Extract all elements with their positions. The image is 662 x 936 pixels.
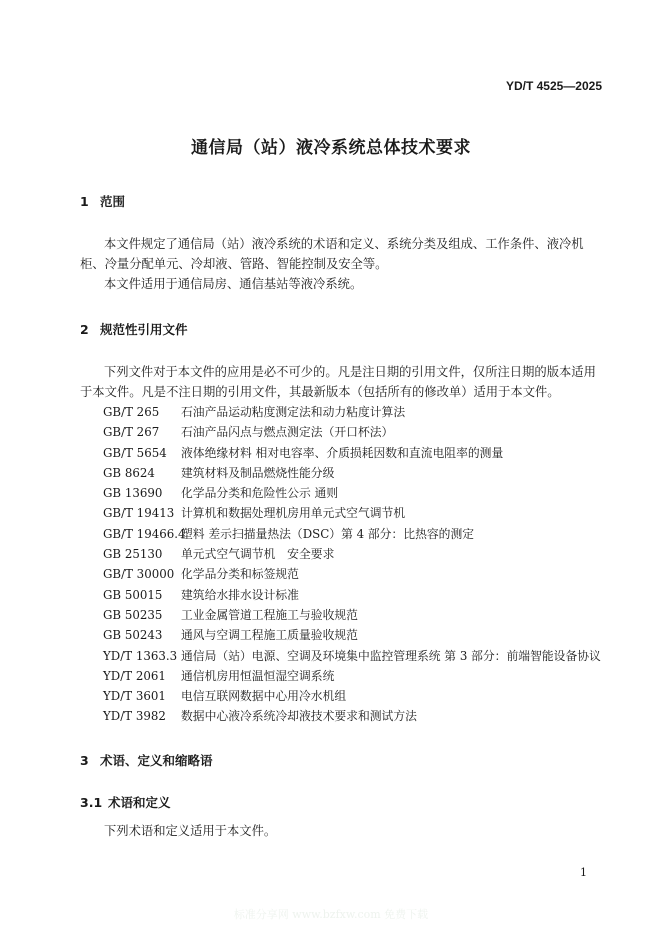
- section-number: 3.1: [80, 795, 103, 810]
- reference-title: 计算机和数据处理机房用单元式空气调节机: [181, 506, 406, 521]
- reference-title: 单元式空气调节机 安全要求: [181, 547, 335, 562]
- page-number: 1: [580, 866, 587, 879]
- section-number: 3: [80, 753, 89, 768]
- section-2-intro: [80, 362, 602, 402]
- section-1-body: [80, 234, 602, 294]
- reference-title: 工业金属管道工程施工与验收规范: [181, 607, 358, 622]
- reference-title: 化学品分类和标签规范: [181, 567, 299, 582]
- reference-item: [103, 483, 601, 503]
- reference-item: [103, 524, 601, 544]
- reference-title: 塑料 差示扫描量热法（DSC）第 4 部分：比热容的测定: [181, 526, 475, 541]
- reference-title: 石油产品闪点与燃点测定法（开口杯法）: [181, 425, 394, 440]
- reference-code: GB/T 19466.4: [103, 526, 186, 541]
- reference-title: 数据中心液冷系统冷却液技术要求和测试方法: [181, 709, 417, 724]
- section-1-heading: [80, 192, 125, 210]
- reference-code: GB 50235: [103, 607, 163, 622]
- reference-item: [103, 625, 601, 645]
- reference-item: [103, 544, 601, 564]
- paragraph: 下列术语和定义适用于本文件。: [104, 824, 277, 838]
- reference-item: [103, 666, 601, 686]
- reference-code: GB 25130: [103, 547, 163, 562]
- reference-item: [103, 463, 601, 483]
- standard-code: YD/T 4525—2025: [505, 79, 602, 93]
- document-title: 通信局（站）液冷系统总体技术要求: [191, 138, 471, 158]
- watermark: 标准分享网 www.bzfxw.com 免费下载: [233, 908, 429, 921]
- reference-item: [103, 402, 601, 422]
- paragraph: 下列文件对于本文件的应用是必不可少的。凡是注日期的引用文件，仅所注日期的版本适用于本文件。凡是不注日期的引用文件，其最新版本（包括所有的修改单）适用于本文件。: [80, 365, 596, 399]
- reference-code: YD/T 1363.3: [103, 648, 178, 663]
- reference-code: GB 8624: [103, 465, 155, 480]
- reference-title: 电信互联网数据中心用冷水机组: [181, 689, 347, 704]
- section-3-1-body: [80, 821, 602, 841]
- reference-item: [103, 585, 601, 605]
- reference-code: GB/T 30000: [103, 567, 175, 582]
- section-number: 2: [80, 322, 89, 337]
- reference-title: 化学品分类和危险性公示 通则: [181, 486, 339, 501]
- reference-item: [103, 503, 601, 523]
- reference-title: 液体绝缘材料 相对电容率、介质损耗因数和直流电阻率的测量: [181, 445, 504, 460]
- reference-item: [103, 646, 601, 666]
- reference-item: [103, 686, 601, 706]
- reference-list: [103, 402, 601, 727]
- reference-item: [103, 422, 601, 442]
- paragraph: 本文件规定了通信局（站）液冷系统的术语和定义、系统分类及组成、工作条件、液冷机柜、冷量分配单元、冷却液、管路、智能控制及安全等。: [80, 237, 584, 271]
- reference-item: [103, 443, 601, 463]
- reference-code: GB 50015: [103, 587, 163, 602]
- reference-code: YD/T 3982: [103, 709, 166, 724]
- reference-code: GB/T 5654: [103, 445, 167, 460]
- section-3-heading: [80, 751, 213, 769]
- reference-code: GB/T 265: [103, 405, 160, 419]
- reference-code: GB 13690: [103, 486, 163, 501]
- reference-item: [103, 564, 601, 584]
- section-number: 1: [80, 194, 89, 209]
- reference-title: 石油产品运动粘度测定法和动力粘度计算法: [181, 405, 406, 419]
- section-title: 范围: [100, 194, 126, 209]
- reference-code: YD/T 3601: [103, 689, 166, 704]
- reference-title: 建筑给水排水设计标准: [181, 587, 299, 602]
- reference-code: YD/T 2061: [103, 668, 166, 683]
- reference-title: 通信机房用恒温恒湿空调系统: [181, 668, 335, 683]
- section-title: 术语和定义: [108, 795, 171, 810]
- reference-item: [103, 605, 601, 625]
- paragraph: 本文件适用于通信局房、通信基站等液冷系统。: [104, 277, 363, 291]
- section-title: 规范性引用文件: [100, 322, 188, 337]
- section-3-1-heading: [80, 793, 171, 811]
- reference-code: GB 50243: [103, 628, 163, 643]
- reference-title: 通风与空调工程施工质量验收规范: [181, 628, 358, 643]
- reference-code: GB/T 267: [103, 425, 160, 440]
- reference-title: 通信局（站）电源、空调及环境集中监控管理系统 第 3 部分：前端智能设备协议: [181, 648, 601, 663]
- section-2-heading: [80, 320, 188, 338]
- reference-title: 建筑材料及制品燃烧性能分级: [181, 465, 335, 480]
- section-title: 术语、定义和缩略语: [100, 753, 213, 768]
- reference-item: [103, 706, 601, 726]
- reference-code: GB/T 19413: [103, 506, 175, 521]
